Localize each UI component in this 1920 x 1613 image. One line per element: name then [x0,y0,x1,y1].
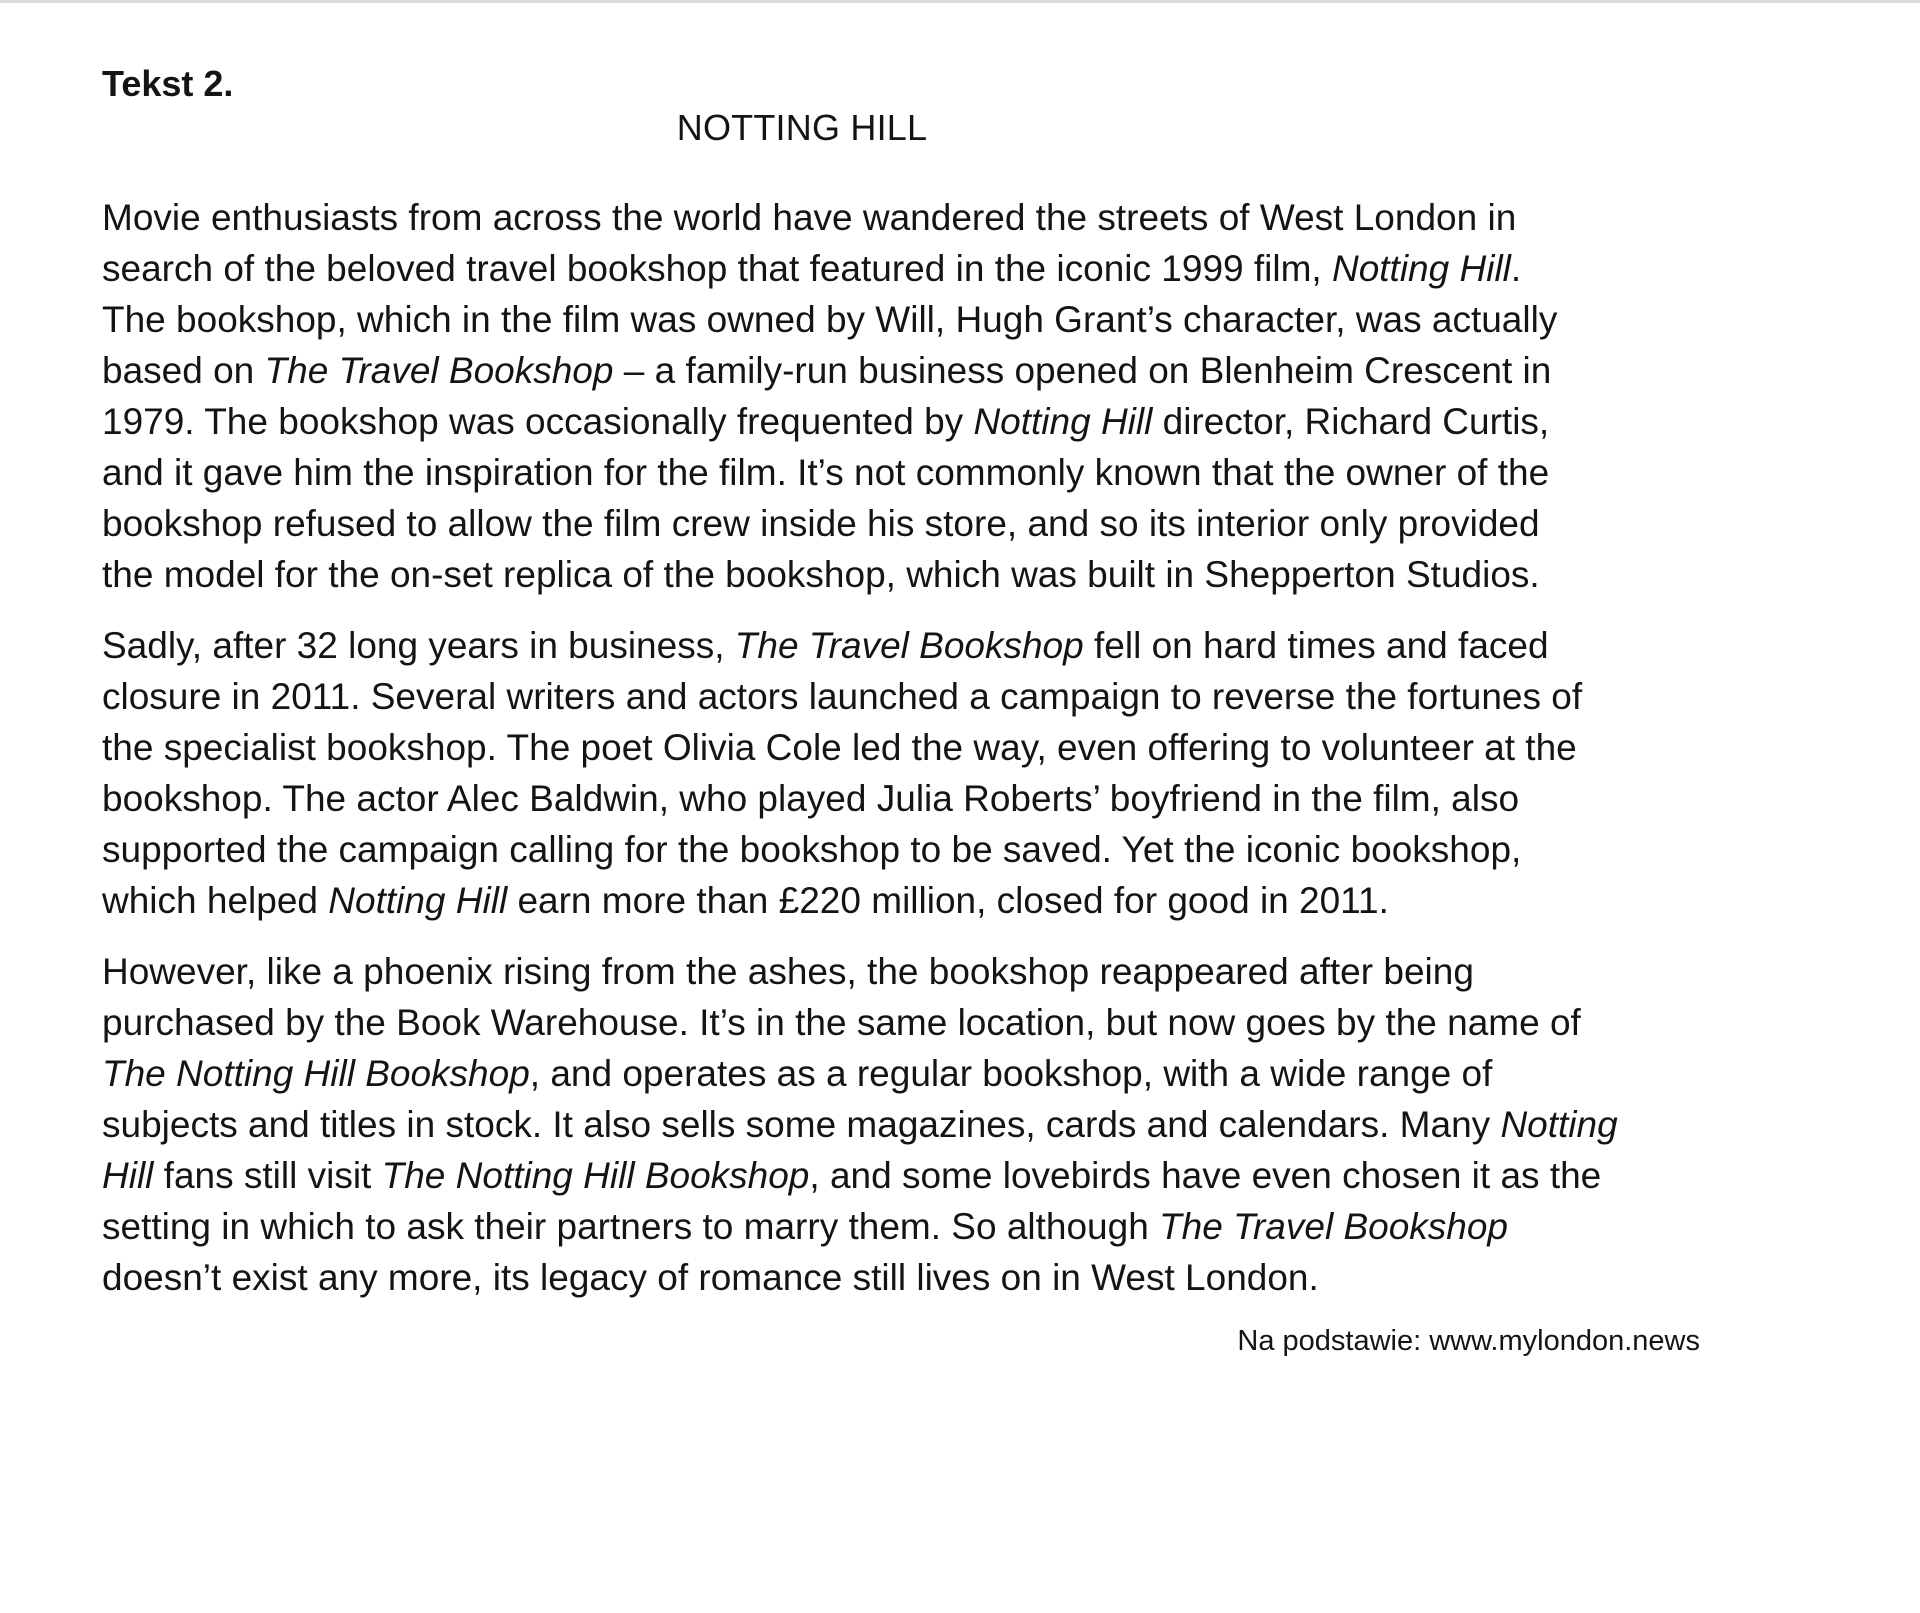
text-line [102,824,1702,875]
text-line [102,773,1702,824]
text-line [102,722,1702,773]
text-run: the specialist bookshop. The poet Olivia Cole led the way, even offering to volunteer at the [102,727,1577,768]
text-line [102,294,1702,345]
text-run: setting in which to ask their partners to marry them. So although [102,1206,1160,1247]
text-run: search of the beloved travel bookshop that featured in the iconic 1999 film, [102,248,1332,289]
text-line [102,1150,1702,1201]
text-run: Movie enthusiasts from across the world have wandered the streets of West London in [102,197,1517,238]
text-label: Tekst 2. [102,63,234,104]
paragraph-3 [102,946,1702,1303]
text-line [102,946,1702,997]
text-line [102,243,1702,294]
text-run: purchased by the Book Warehouse. It’s in the same location, but now goes by the name of [102,1002,1581,1043]
text-line [102,192,1702,243]
text-line [102,345,1702,396]
text-line [102,620,1702,671]
text-run: bookshop refused to allow the film crew inside his store, and so its interior only provided [102,503,1540,544]
text-line [102,1099,1702,1150]
text-run: doesn’t exist any more, its legacy of romance still lives on in West London. [102,1257,1319,1298]
text-run: based on [102,350,265,391]
text-run: fans still visit [153,1155,382,1196]
text-run: , and some lovebirds have even chosen it as the [809,1155,1602,1196]
text-line [102,447,1702,498]
document-content [102,62,1702,1361]
text-run: However, like a phoenix rising from the ashes, the bookshop reappeared after being [102,951,1474,992]
text-line [102,997,1702,1048]
text-run: Sadly, after 32 long years in business, [102,625,735,666]
text-run: subjects and titles in stock. It also sells some magazines, cards and calendars. Many [102,1104,1501,1145]
text-run: , and operates as a regular bookshop, with a wide range of [529,1053,1493,1094]
text-run: fell on hard times and faced [1083,625,1549,666]
italic-title-text: Notting Hill [328,880,508,921]
text-run: the model for the on-set replica of the bookshop, which was built in Shepperton Studios. [102,554,1540,595]
text-run: – a family-run business opened on Blenheim Crescent in [613,350,1552,391]
paragraph-1 [102,192,1702,600]
text-line [102,1201,1702,1252]
text-run: supported the campaign calling for the bookshop to be saved. Yet the iconic bookshop, [102,829,1522,870]
italic-title-text: The Travel Bookshop [734,625,1084,666]
text-run: earn more than £220 million, closed for good in 2011. [507,880,1389,921]
text-run: director, Richard Curtis, [1152,401,1550,442]
italic-title-text: The Travel Bookshop [264,350,614,391]
italic-title-text: Hill [102,1155,154,1196]
text-run: and it gave him the inspiration for the film. It’s not commonly known that the owner of the [102,452,1550,493]
italic-title-text: Notting Hill [1331,248,1511,289]
italic-title-text: The Notting Hill Bookshop [102,1053,530,1094]
text-run: which helped [102,880,329,921]
text-run: . [1510,248,1522,289]
italic-title-text: Notting [1500,1104,1618,1145]
source-attribution: Na podstawie: www.mylondon.news [1237,1325,1700,1357]
text-run: The bookshop, which in the film was owned by Will, Hugh Grant’s character, was actually [102,299,1558,340]
text-run: closure in 2011. Several writers and actors launched a campaign to reverse the fortunes of [102,676,1583,717]
text-line [102,671,1702,722]
italic-title-text: The Notting Hill Bookshop [381,1155,810,1196]
text-line [102,1048,1702,1099]
text-run: bookshop. The actor Alec Baldwin, who played Julia Roberts’ boyfriend in the film, also [102,778,1520,819]
paragraph-2 [102,620,1702,926]
italic-title-text: The Travel Bookshop [1159,1206,1509,1247]
text-line [102,549,1702,600]
top-border [0,0,1920,3]
italic-title-text: Notting Hill [973,401,1153,442]
text-line [102,498,1702,549]
text-line [102,1252,1702,1303]
text-run: 1979. The bookshop was occasionally frequented by [102,401,974,442]
text-line [102,875,1702,926]
article-title: NOTTING HILL [676,107,928,148]
text-line [102,396,1702,447]
